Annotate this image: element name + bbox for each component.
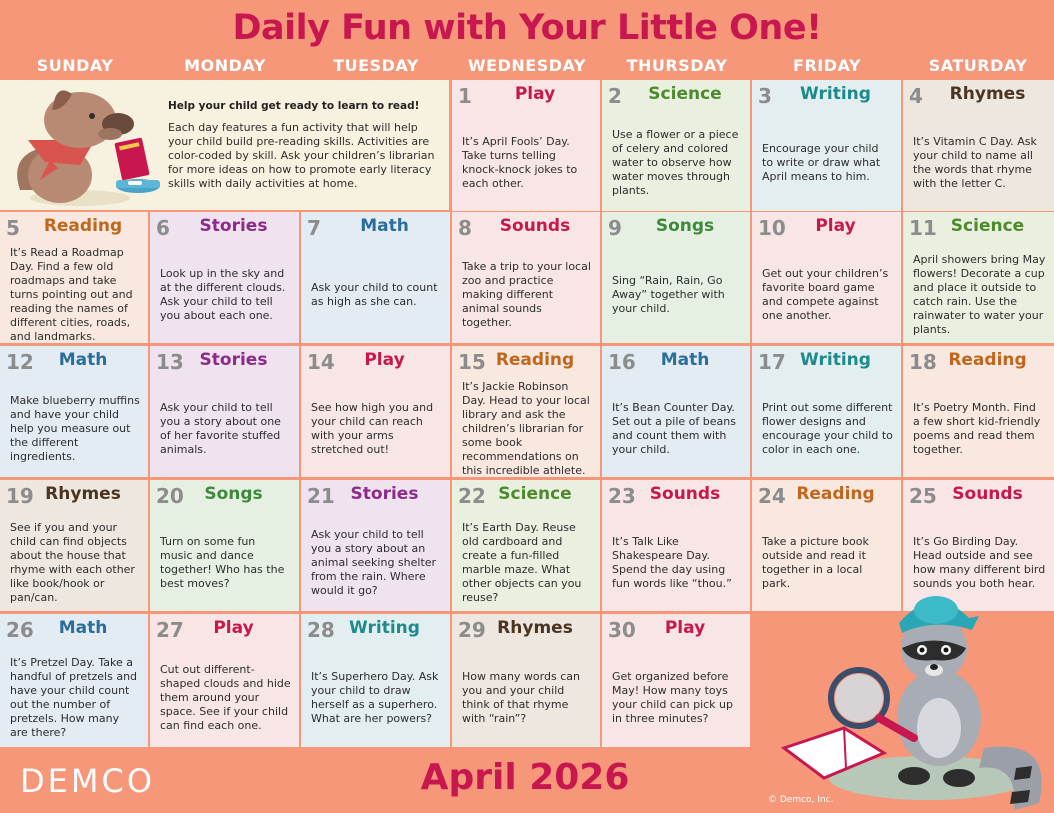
day-number: 13 (156, 350, 184, 374)
day-number: 30 (608, 618, 636, 642)
activity-text: It’s Bean Counter Day. Set out a pile of beans and count them with your child. (612, 400, 736, 456)
skill-label: Writing (800, 84, 871, 104)
skill-label: Stories (199, 216, 268, 236)
skill-label: Math (660, 350, 710, 370)
calendar-day-4 (903, 80, 1054, 211)
day-number: 29 (458, 618, 486, 642)
calendar-day-18 (903, 346, 1054, 477)
day-number: 5 (6, 216, 20, 240)
calendar-day-14 (301, 346, 450, 477)
day-number: 27 (156, 618, 184, 642)
activity-text-wrap (10, 386, 140, 471)
weekday-sunday: SUNDAY (36, 56, 114, 75)
day-number: 10 (758, 216, 786, 240)
weekday-thursday: THURSDAY (626, 56, 728, 75)
skill-label: Writing (349, 618, 420, 638)
skill-label: Reading (796, 484, 875, 504)
calendar-day-29 (452, 614, 600, 747)
day-number: 25 (909, 484, 937, 508)
day-number: 28 (307, 618, 335, 642)
calendar-day-23 (602, 480, 750, 611)
activity-text-wrap (462, 379, 592, 477)
activity-text: Use a flower or a piece of celery and colored water to observe how water moves through plants. (612, 127, 739, 197)
calendar-day-17 (752, 346, 901, 477)
skill-label: Sounds (649, 484, 721, 504)
calendar-day-9 (602, 212, 750, 343)
day-number: 16 (608, 350, 636, 374)
day-number: 4 (909, 84, 923, 108)
activity-text-wrap (10, 245, 140, 343)
day-number: 18 (909, 350, 937, 374)
calendar-day-26 (0, 614, 148, 747)
calendar-day-21 (301, 480, 450, 611)
activity-text-wrap (462, 520, 592, 605)
skill-label: Play (213, 618, 254, 638)
activity-text: Turn on some fun music and dance together! Who has the best moves? (160, 534, 285, 590)
activity-text-wrap (160, 654, 291, 741)
skill-label: Rhymes (497, 618, 573, 638)
weekday-wednesday: WEDNESDAY (468, 56, 586, 75)
activity-text: It’s Go Birding Day. Head outside and see how many different bird sounds you both hear. (913, 534, 1046, 590)
day-number: 1 (458, 84, 472, 108)
activity-text-wrap (762, 252, 893, 337)
skill-label: Play (514, 84, 556, 104)
activity-text: Look up in the sky and at the different clouds. Ask your child to tell you about each one. (160, 266, 286, 322)
activity-text: Make blueberry muffins and have your child help you measure out the different ingredients. (10, 393, 140, 463)
activity-text: Take a picture book outside and read it together in a local park. (762, 534, 869, 590)
activity-text: It’s Poetry Month. Find a few short kid-friendly poems and read them together. (913, 400, 1041, 456)
skill-label: Play (364, 350, 405, 370)
calendar-day-10 (752, 212, 901, 343)
activity-text: It’s April Fools’ Day. Take turns telling knock-knock jokes to each other. (462, 134, 578, 190)
activity-text-wrap (913, 120, 1046, 205)
activity-text-wrap (612, 520, 742, 605)
day-number: 8 (458, 216, 472, 240)
calendar-day-12 (0, 346, 148, 477)
activity-text-wrap (462, 252, 592, 337)
day-number: 17 (758, 350, 786, 374)
day-number: 2 (608, 84, 622, 108)
calendar-title: Daily Fun with Your Little One! (232, 8, 822, 48)
activity-text: It’s Vitamin C Day. Ask your child to name all the words that rhyme with the letter C. (913, 134, 1037, 190)
day-number: 19 (6, 484, 34, 508)
activity-text-wrap (762, 120, 893, 205)
activity-text-wrap (10, 520, 140, 605)
activity-text: Cut out different-shaped clouds and hide them around your space. See if your child can find each one. (160, 662, 291, 732)
day-number: 14 (307, 350, 335, 374)
activity-text: Get out your children’s favorite board game and compete against one another. (762, 266, 889, 322)
skill-label: Songs (204, 484, 263, 504)
activity-text: Get organized before May! How many toys your child can pick up in three minutes? (612, 669, 734, 725)
intro-body: Each day features a fun activity that will help your child build pre-reading skills. Activities are color-coded by skill. Ask your children’s librarian for more ideas on how to promote early literacy skills with daily activities at home. (168, 121, 435, 190)
activity-text-wrap (462, 654, 592, 741)
day-number: 11 (909, 216, 937, 240)
skill-label: Stories (199, 350, 268, 370)
calendar-day-5 (0, 212, 148, 343)
skill-label: Reading (948, 350, 1027, 370)
skill-label: Writing (800, 350, 871, 370)
day-number: 7 (307, 216, 321, 240)
activity-text-wrap (762, 386, 893, 471)
activity-text: It’s Superhero Day. Ask your child to draw herself as a superhero. What are her powers? (311, 669, 439, 725)
activity-text: Take a trip to your local zoo and practice making different animal sounds together. (462, 259, 591, 329)
activity-text-wrap (612, 386, 742, 471)
calendar-day-8 (452, 212, 600, 343)
activity-text: Ask your child to tell you a story about an animal seeking shelter from the rain. Where would it go? (311, 527, 437, 597)
calendar-day-1 (452, 80, 600, 211)
day-number: 24 (758, 484, 786, 508)
activity-text: Encourage your child to write or draw what April means to him. (762, 141, 881, 183)
skill-label: Math (58, 618, 108, 638)
day-number: 6 (156, 216, 170, 240)
day-number: 22 (458, 484, 486, 508)
activity-text: It’s Earth Day. Reuse old cardboard and create a fun-filled marble maze. What other objects can you reuse? (462, 520, 582, 604)
intro-panel (0, 80, 449, 210)
day-number: 12 (6, 350, 34, 374)
activity-text-wrap (10, 654, 140, 741)
activity-text: It’s Pretzel Day. Take a handful of pretzels and have your child count out the number of pretzels. How many are there? (10, 655, 138, 739)
weekday-saturday: SATURDAY (928, 56, 1028, 75)
activity-text: Sing “Rain, Rain, Go Away” together with your child. (612, 273, 725, 315)
activity-text: It’s Read a Roadmap Day. Find a few old roadmaps and take turns pointing out and reading the names of different cities, roads, and landmarks. (10, 245, 133, 343)
calendar-day-20 (150, 480, 299, 611)
calendar-day-13 (150, 346, 299, 477)
skill-label: Science (498, 484, 572, 504)
calendar-day-16 (602, 346, 750, 477)
calendar-day-11 (903, 212, 1054, 343)
activity-text: How many words can you and your child think of that rhyme with “rain”? (462, 669, 580, 725)
day-number: 15 (458, 350, 486, 374)
skill-label: Reading (495, 350, 575, 370)
activity-text: Print out some different flower designs and encourage your child to color in each one. (762, 400, 893, 456)
weekday-tuesday: TUESDAY (333, 56, 419, 75)
activity-text: April showers bring May flowers! Decorate a cup and place it outside to catch rain. Use the rainwater to water your plants. (913, 252, 1046, 336)
calendar-day-27 (150, 614, 299, 747)
activity-text-wrap (913, 386, 1046, 471)
skill-label: Songs (655, 216, 715, 236)
dog-illustration (0, 80, 160, 210)
weekday-monday: MONDAY (184, 56, 266, 75)
day-number: 23 (608, 484, 636, 508)
activity-text: Ask your child to count as high as she can. (311, 280, 438, 308)
calendar-day-7 (301, 212, 450, 343)
activity-text-wrap (160, 386, 291, 471)
skill-label: Science (648, 84, 722, 104)
activity-text-wrap (311, 654, 442, 741)
activity-text: See if you and your child can find objects about the house that rhyme with each other like book/hook or pan/can. (10, 520, 135, 604)
activity-text: It’s Talk Like Shakespeare Day. Spend the day using fun words like “thou.” (612, 534, 732, 590)
calendar-day-15 (452, 346, 600, 477)
day-number: 9 (608, 216, 622, 240)
activity-text-wrap (311, 386, 442, 471)
month-label: April 2026 (420, 757, 630, 798)
calendar-day-2 (602, 80, 750, 211)
skill-label: Reading (43, 216, 123, 236)
activity-text-wrap (160, 520, 291, 605)
skill-label: Math (58, 350, 108, 370)
calendar-day-22 (452, 480, 600, 611)
skill-label: Rhymes (949, 84, 1026, 104)
skill-label: Science (950, 216, 1025, 236)
skill-label: Sounds (952, 484, 1023, 504)
day-number: 3 (758, 84, 772, 108)
raccoon-illustration (754, 578, 1054, 813)
activity-text-wrap (462, 120, 592, 205)
activity-text-wrap (160, 252, 291, 337)
activity-text-wrap (612, 252, 742, 337)
day-number: 21 (307, 484, 335, 508)
day-number: 20 (156, 484, 184, 508)
skill-label: Play (815, 216, 856, 236)
weekday-friday: FRIDAY (793, 56, 861, 75)
calendar-day-19 (0, 480, 148, 611)
copyright: © Demco, Inc. (768, 795, 834, 805)
skill-label: Rhymes (45, 484, 121, 504)
activity-text: Ask your child to tell you a story about one of her favorite stuffed animals. (160, 400, 281, 456)
day-number: 26 (6, 618, 34, 642)
calendar-day-30 (602, 614, 750, 747)
calendar-day-3 (752, 80, 901, 211)
activity-text-wrap (311, 252, 442, 337)
demco-logo: DEMCO (20, 762, 155, 800)
activity-text-wrap (612, 120, 742, 205)
activity-text-wrap (311, 520, 442, 605)
calendar-day-6 (150, 212, 299, 343)
activity-text: See how high you and your child can reach with your arms stretched out! (311, 400, 434, 456)
activity-text-wrap (612, 654, 742, 741)
activity-text-wrap (913, 252, 1046, 337)
intro-heading: Help your child get ready to learn to read! (168, 100, 420, 112)
calendar-day-28 (301, 614, 450, 747)
skill-label: Sounds (499, 216, 571, 236)
skill-label: Stories (350, 484, 419, 504)
activity-text: It’s Jackie Robinson Day. Head to your local library and ask the children’s librarian for some book recommendations on this incredible athlete. (462, 379, 590, 477)
skill-label: Math (360, 216, 409, 236)
skill-label: Play (664, 618, 706, 638)
